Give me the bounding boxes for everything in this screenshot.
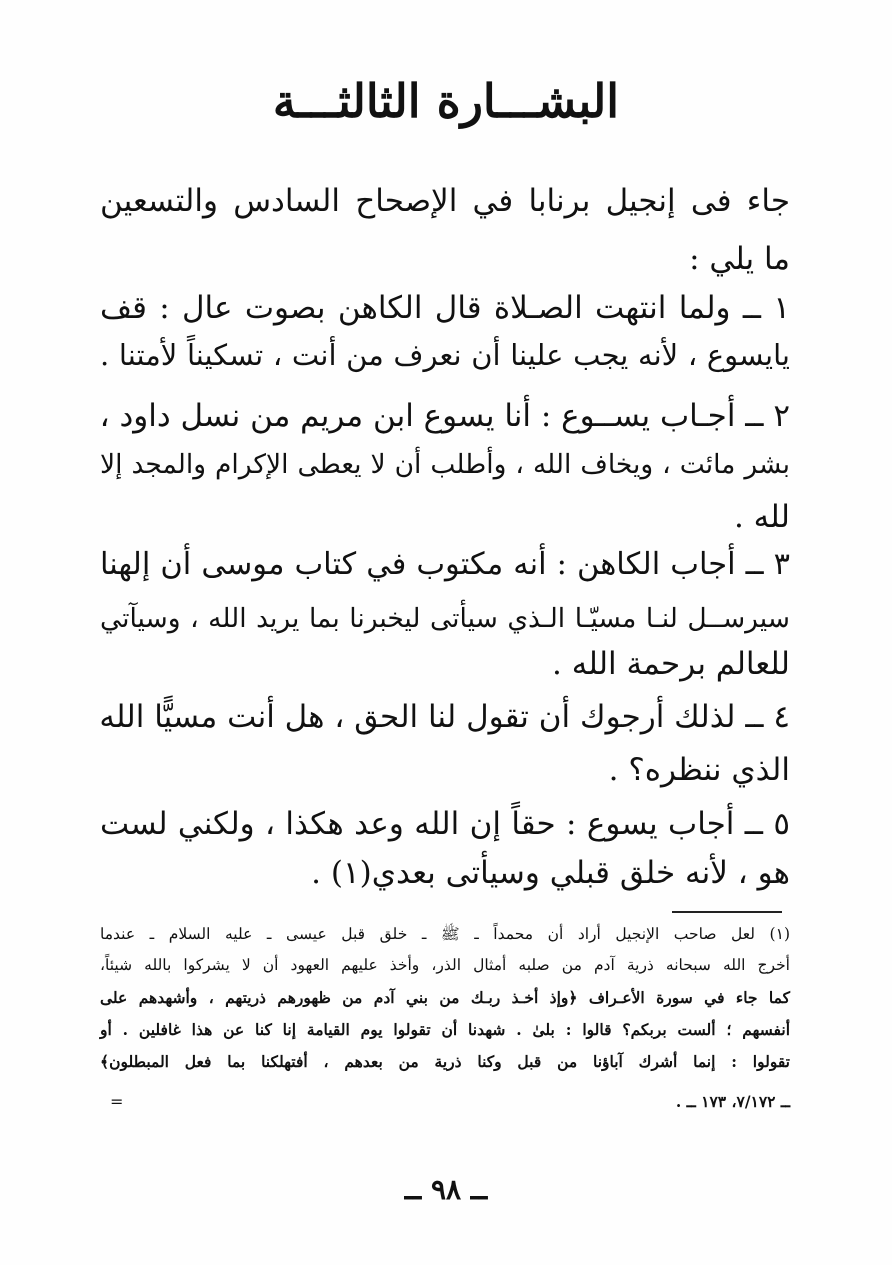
footnote-line-6: ــ ٧/١٧٢، ١٧٣ ــ . bbox=[675, 1092, 790, 1111]
body-line-4: يايسوع ، لأنه يجب علينا أن نعرف من أنت ، تسكيناً لأمتنا . bbox=[100, 338, 790, 372]
footnote-line-2: أخرج الله سبحانه ذرية آدم من صلبه أمثال الذر، وأخذ عليهم العهود أن لا يشركوا بالله شيئاً، bbox=[100, 956, 790, 974]
body-line-1: جاء فى إنجيل برنابا في الإصحاح السادس والتسعين bbox=[100, 183, 790, 219]
body-line-12: الذي ننظره؟ . bbox=[608, 752, 790, 788]
footnote-line-4: أنفسهم ؛ ألست بربكم؟ قالوا : بلىٰ . شهدنا أن تقولوا يوم القيامة إنا كنا عن هذا غافلين . أو bbox=[100, 1020, 790, 1039]
body-line-6: بشر مائت ، ويخاف الله ، وأطلب أن لا يعطى الإكرام والمجد إلا bbox=[100, 449, 790, 480]
page-title: البشـــارة الثالثـــة bbox=[272, 74, 620, 128]
body-line-13: ٥ ــ أجاب يسوع : حقاً إن الله وعد هكذا ، ولكني لست bbox=[100, 806, 790, 842]
body-line-11: ٤ ــ لذلك أرجوك أن تقول لنا الحق ، هل أنت مسيًّا الله bbox=[99, 699, 790, 735]
body-line-7: لله . bbox=[733, 499, 790, 535]
footnote-separator bbox=[672, 911, 782, 913]
footnote-line-3: كما جاء في سورة الأعـراف ﴿وإذ أخـذ ربـك من بني آدم من ظهورهم ذريتهم ، وأشهدهم على bbox=[100, 988, 790, 1007]
page-number: ــ ٩٨ ــ bbox=[404, 1173, 488, 1206]
footnote-line-5: تقولوا : إنما أشرك آباؤنا من قبل وكنا ذرية من بعدهم ، أفتهلكنا بما فعل المبطلون﴾ bbox=[100, 1052, 790, 1071]
body-line-5: ٢ ــ أجـاب يســوع : أنا يسوع ابن مريم من نسل داود ، bbox=[99, 398, 790, 434]
body-line-10: للعالم برحمة الله . bbox=[552, 646, 790, 682]
footnote-continuation-mark: = bbox=[110, 1092, 124, 1111]
body-line-9: سيرســل لنـا مسيّـا الـذي سيأتى ليخبرنا بما يريد الله ، وسيآتي bbox=[100, 603, 790, 634]
body-line-3: ١ ــ ولما انتهت الصـلاة قال الكاهن بصوت عال : قف bbox=[100, 290, 790, 326]
body-line-14: هو ، لأنه خلق قبلي وسيأتى بعدي(١) . bbox=[311, 855, 790, 891]
body-line-2: ما يلي : bbox=[689, 241, 790, 277]
footnote-line-1: (١) لعل صاحب الإنجيل أراد أن محمداً ـ ﷺ ـ خلق قبل عيسى ـ عليه السلام ـ عندما bbox=[100, 925, 790, 943]
body-line-8: ٣ ــ أجاب الكاهن : أنه مكتوب في كتاب موسى أن إلهنا bbox=[100, 547, 790, 582]
